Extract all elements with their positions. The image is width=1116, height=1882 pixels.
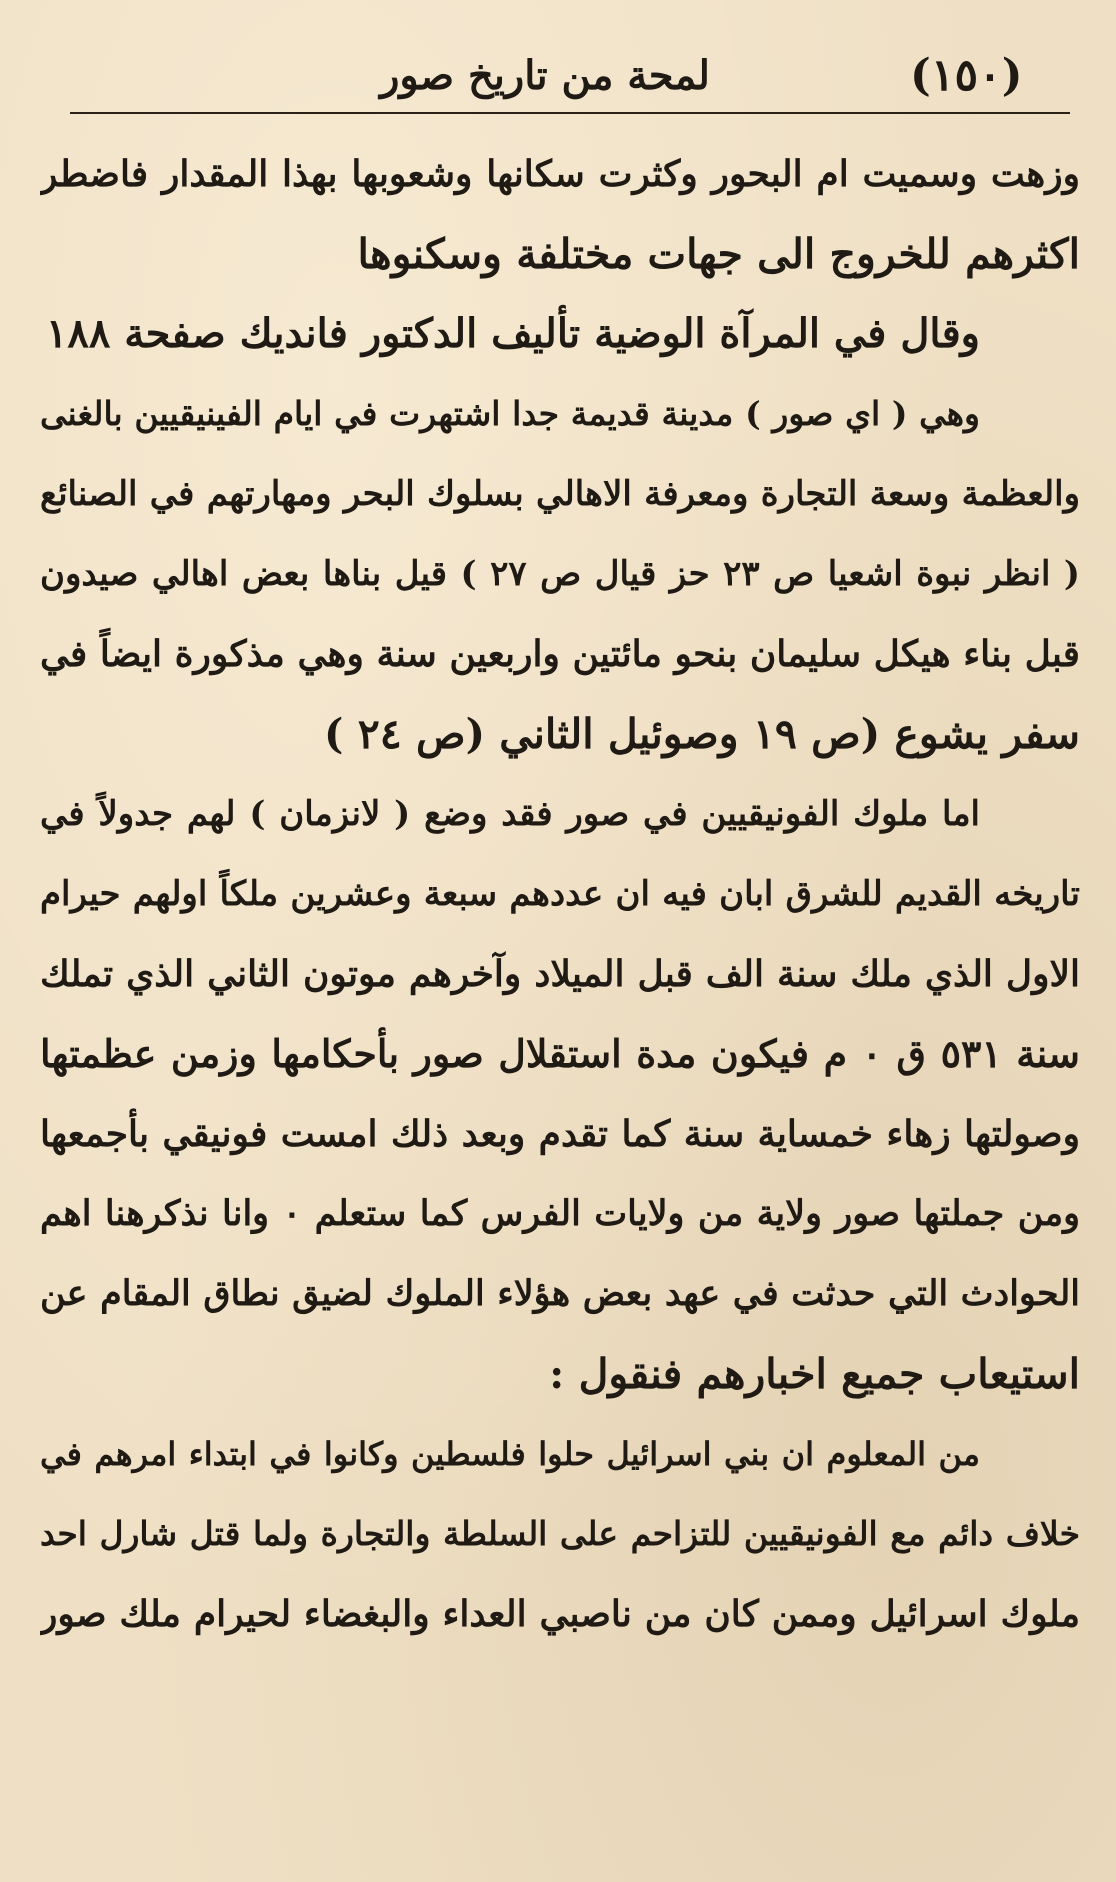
text-line: الاول الذي ملك سنة الف قبل الميلاد وآخرهم موتون الثاني الذي تملك <box>40 953 1080 995</box>
text-line: من المعلوم ان بني اسرائيل حلوا فلسطين وكانوا في ابتداء امرهم في <box>40 1435 980 1473</box>
page-header <box>0 40 1116 120</box>
text-line: استيعاب جميع اخبارهم فنقول : <box>549 1350 1080 1398</box>
text-line: سفر يشوع (ص ١٩ وصوئيل الثاني (ص ٢٤ ) <box>324 710 1080 758</box>
header-rule <box>70 112 1070 114</box>
text-line: وصولتها زهاء خمساية سنة كما تقدم وبعد ذلك امست فونيقي بأجمعها <box>40 1113 1080 1155</box>
text-line: سنة ٥٣١ ق ٠ م فيكون مدة استقلال صور بأحكامها وزمن عظمتها <box>40 1031 1080 1076</box>
text-line: ملوك اسرائيل وممن كان من ناصبي العداء والبغضاء لحيرام ملك صور <box>40 1593 1080 1635</box>
body-text <box>40 134 1080 1654</box>
text-line: ( انظر نبوة اشعيا ص ٢٣ حز قيال ص ٢٧ ) قيل بناها بعض اهالي صيدون <box>40 554 1080 594</box>
text-line: ومن جملتها صور ولاية من ولايات الفرس كما ستعلم ٠ وانا نذكرهنا اهم <box>40 1193 1080 1234</box>
text-line: وزهت وسميت ام البحور وكثرت سكانها وشعوبها بهذا المقدار فاضطر <box>40 153 1080 195</box>
text-line: خلاف دائم مع الفونيقيين للتزاحم على السلطة والتجارة ولما قتل شارل احد <box>40 1514 1080 1553</box>
page-number: (١٥٠) <box>910 50 1023 101</box>
text-line: اكثرهم للخروج الى جهات مختلفة وسكنوها <box>357 230 1080 278</box>
text-line: وقال في المرآة الوضية تأليف الدكتور فانديك صفحة ١٨٨ <box>45 310 980 357</box>
text-line: الحوادث التي حدثت في عهد بعض هؤلاء الملوك لضيق نطاق المقام عن <box>40 1273 1080 1314</box>
running-title: لمحة من تاريخ صور <box>380 52 710 99</box>
text-line: قبل بناء هيكل سليمان بنحو مائتين واربعين سنة وهي مذكورة ايضاً في <box>40 633 1080 675</box>
text-line: والعظمة وسعة التجارة ومعرفة الاهالي بسلوك البحر ومهارتهم في الصنائع <box>40 474 1080 514</box>
text-line: تاريخه القديم للشرق ابان فيه ان عددهم سبعة وعشرين ملكاً اولهم حيرام <box>40 874 1080 914</box>
text-line: اما ملوك الفونيقيين في صور فقد وضع ( لانزمان ) لهم جدولاً في <box>40 794 980 834</box>
text-line: وهي ( اي صور ) مدينة قديمة جدا اشتهرت في ايام الفينيقيين بالغنى <box>40 394 980 433</box>
